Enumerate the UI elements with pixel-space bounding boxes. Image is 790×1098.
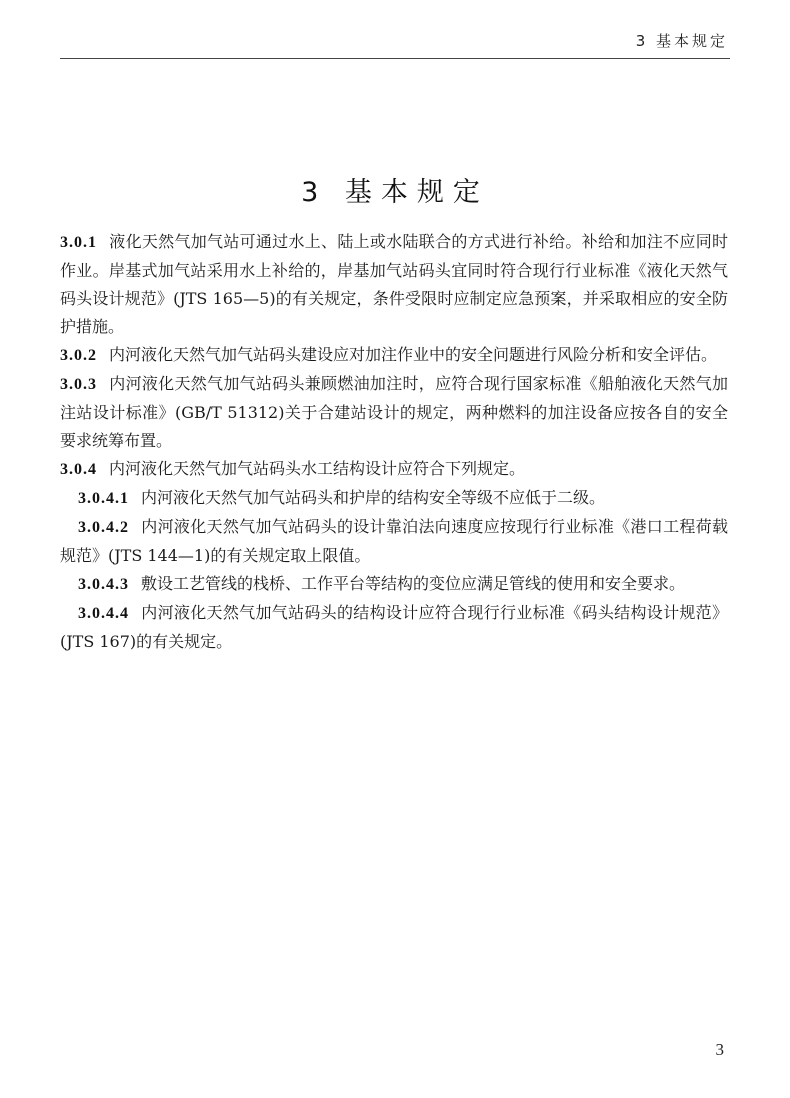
clause-number: 3.0.4 bbox=[60, 461, 97, 478]
clause-3-0-2 bbox=[60, 341, 728, 370]
header-rule bbox=[60, 58, 730, 59]
clause-number: 3.0.4.3 bbox=[78, 576, 129, 593]
running-header: 3 基本规定 bbox=[635, 32, 728, 50]
clause-text: 内河液化天然气加气站码头建设应对加注作业中的安全问题进行风险分析和安全评估。 bbox=[109, 345, 718, 364]
clause-text: 敷设工艺管线的栈桥、工作平台等结构的变位应满足管线的使用和安全要求。 bbox=[141, 574, 686, 593]
chapter-title: 3 基本规定 bbox=[301, 177, 489, 208]
clause-3-0-4 bbox=[60, 455, 728, 484]
clause-number: 3.0.3 bbox=[60, 376, 97, 393]
clause-number: 3.0.4.4 bbox=[78, 605, 129, 622]
clause-3-0-4-2 bbox=[60, 513, 728, 570]
clause-text: 内河液化天然气加气站码头的结构设计应符合现行行业标准《码头结构设计规范》(JTS 167)的有关规定。 bbox=[60, 603, 728, 651]
clause-text: 内河液化天然气加气站码头和护岸的结构安全等级不应低于二级。 bbox=[141, 488, 606, 507]
clause-number: 3.0.1 bbox=[60, 234, 97, 251]
clause-3-0-1 bbox=[60, 228, 728, 341]
clause-3-0-3 bbox=[60, 370, 728, 455]
page-number: 3 bbox=[715, 1040, 724, 1059]
clause-3-0-4-1 bbox=[60, 484, 728, 513]
clause-text: 内河液化天然气加气站码头的设计靠泊法向速度应按现行行业标准《港口工程荷载规范》(JTS 144—1)的有关规定取上限值。 bbox=[60, 517, 728, 565]
clause-number: 3.0.4.1 bbox=[78, 490, 129, 507]
clause-text: 内河液化天然气加气站码头兼顾燃油加注时，应符合现行国家标准《船舶液化天然气加注站设计标准》(GB/T 51312)关于合建站设计的规定，两种燃料的加注设备应按各自的安全要求统筹布置。 bbox=[60, 374, 728, 450]
clause-3-0-4-3 bbox=[60, 570, 728, 599]
clause-number: 3.0.2 bbox=[60, 347, 97, 364]
clause-text: 内河液化天然气加气站码头水工结构设计应符合下列规定。 bbox=[109, 459, 526, 478]
clause-number: 3.0.4.2 bbox=[78, 519, 129, 536]
document-body bbox=[60, 228, 728, 656]
clause-text: 液化天然气加气站可通过水上、陆上或水陆联合的方式进行补给。补给和加注不应同时作业。岸基式加气站采用水上补给的，岸基加气站码头宜同时符合现行行业标准《液化天然气码头设计规范》(JTS 165—5)的有关规定，条件受限时应制定应急预案，并采取相应的安全防护措施。 bbox=[60, 232, 728, 336]
clause-3-0-4-4 bbox=[60, 599, 728, 656]
